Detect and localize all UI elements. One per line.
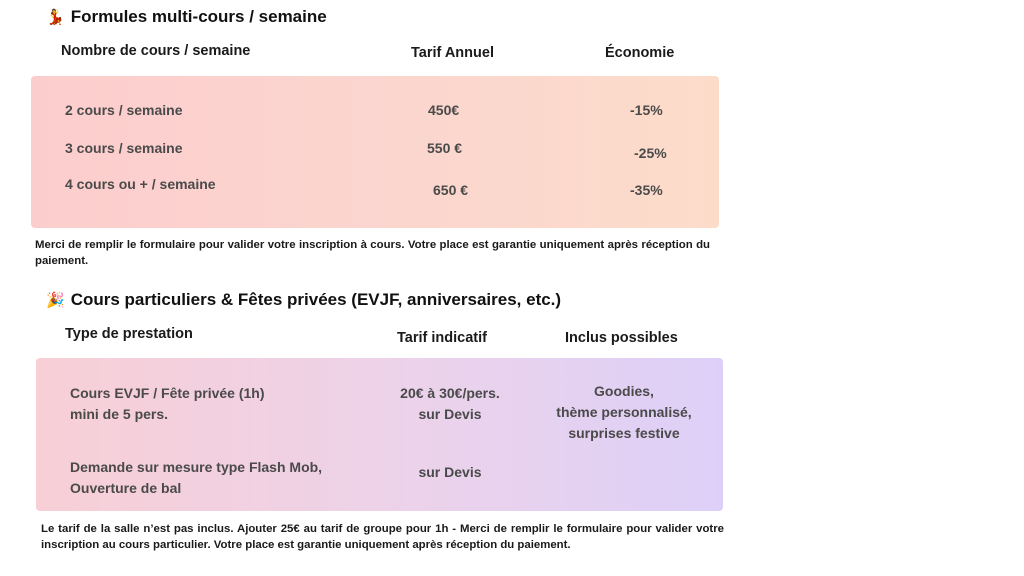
section1-title-text: Formules multi-cours / semaine — [70, 7, 327, 26]
header-course-count: Nombre de cours / semaine — [61, 43, 251, 59]
section2-title — [46, 290, 561, 310]
section2-title-text: Cours particuliers & Fêtes privées (EVJF, anniversaires, etc.) — [70, 290, 562, 309]
section1-title — [46, 7, 327, 27]
row2-price: 550 € — [427, 140, 463, 156]
row2-saving: -25% — [634, 145, 667, 161]
row3-label: 4 cours ou + / semaine — [65, 176, 216, 192]
private-row1-type-line2: mini de 5 pers. — [70, 406, 169, 422]
private-row2-type-line2: Ouverture de bal — [70, 480, 182, 496]
private-row1-price — [380, 383, 520, 425]
private-row1-price-line2: sur Devis — [418, 406, 482, 422]
party-popper-icon: 🎉 — [46, 291, 65, 309]
private-row2-type-line1: Demande sur mesure type Flash Mob, — [70, 459, 323, 475]
private-row1-included-line3: surprises festive — [568, 425, 680, 441]
header-saving: Économie — [605, 45, 675, 61]
row1-price: 450€ — [428, 102, 460, 118]
row1-label: 2 cours / semaine — [65, 102, 183, 118]
private-row2-price: sur Devis — [418, 464, 482, 480]
header-service-type: Type de prestation — [65, 326, 193, 342]
row1-saving: -15% — [630, 102, 663, 118]
private-row1-included-line1: Goodies, — [594, 383, 654, 399]
private-row1-price-line1: 20€ à 30€/pers. — [400, 385, 500, 401]
row2-label: 3 cours / semaine — [65, 140, 183, 156]
section1-note: Merci de remplir le formulaire pour valider votre inscription à cours. Votre place est garantie uniquement après réception du paiement. — [35, 239, 710, 267]
private-row1-included-line2: thème personnalisé, — [556, 404, 692, 420]
private-row2-type — [70, 457, 322, 499]
header-included: Inclus possibles — [565, 330, 678, 346]
private-row1-included — [539, 381, 709, 444]
header-indicative-price: Tarif indicatif — [397, 330, 487, 346]
private-row1-type — [70, 383, 265, 425]
row3-saving: -35% — [630, 182, 663, 198]
header-annual-price: Tarif Annuel — [411, 45, 494, 61]
dancer-icon: 💃 — [46, 8, 65, 26]
private-row1-type-line1: Cours EVJF / Fête privée (1h) — [70, 385, 265, 401]
section2-note: Le tarif de la salle n’est pas inclus. Ajouter 25€ au tarif de groupe pour 1h - Merci de remplir le formulaire pour valider votre inscription au cours particulier. Votre place est garantie uniquement après réception du paiement. — [41, 523, 724, 551]
row3-price: 650 € — [433, 182, 469, 198]
